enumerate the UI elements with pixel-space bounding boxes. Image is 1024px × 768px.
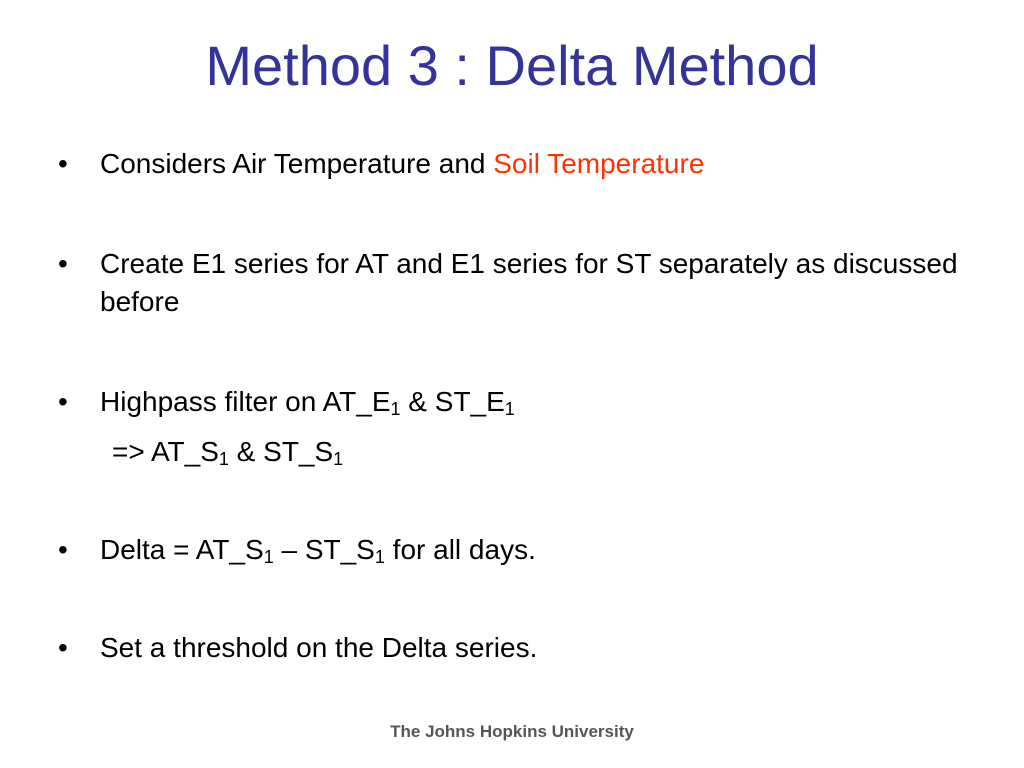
bullet-4-part2: – ST_S: [273, 534, 375, 565]
bullet-item-4: [100, 531, 980, 569]
bullet-3-part1: Highpass filter on AT_E: [100, 386, 391, 417]
bullet-4-sub2: 1: [374, 547, 385, 567]
bullet-3-part2: & ST_E: [400, 386, 505, 417]
footer-university: The Johns Hopkins University: [390, 722, 634, 741]
bullet-marker-3: •: [58, 386, 68, 417]
bullet-marker-1: •: [58, 148, 68, 179]
bullet-3-line2-part1: => AT_S: [112, 436, 219, 467]
bullet-item-3: [100, 383, 980, 421]
bullet-item-3-continuation: [112, 433, 343, 471]
bullet-item-1: [100, 145, 980, 183]
soil-temperature-highlight: Soil Temperature: [493, 148, 705, 179]
slide-title: Method 3 : Delta Method: [205, 34, 819, 97]
bullet-marker-2: •: [58, 248, 68, 279]
bullet-4-part3: for all days.: [384, 534, 536, 565]
bullet-3-sub1: 1: [390, 399, 401, 419]
bullet-4-part1: Delta = AT_S: [100, 534, 264, 565]
bullet-item-5: Set a threshold on the Delta series.: [100, 632, 538, 663]
bullet-3-sub2: 1: [504, 399, 515, 419]
bullet-4-sub1: 1: [263, 547, 274, 567]
bullet-marker-5: •: [58, 632, 68, 663]
bullet-3-line2-sub2: 1: [333, 449, 344, 469]
bullet-3-line2-sub1: 1: [218, 449, 229, 469]
bullet-3-line2-part2: & ST_S: [228, 436, 334, 467]
bullet-item-2: Create E1 series for AT and E1 series for ST separately as discussed before: [100, 248, 958, 317]
bullet-1-text: Considers Air Temperature and: [100, 148, 494, 179]
bullet-marker-4: •: [58, 534, 68, 565]
